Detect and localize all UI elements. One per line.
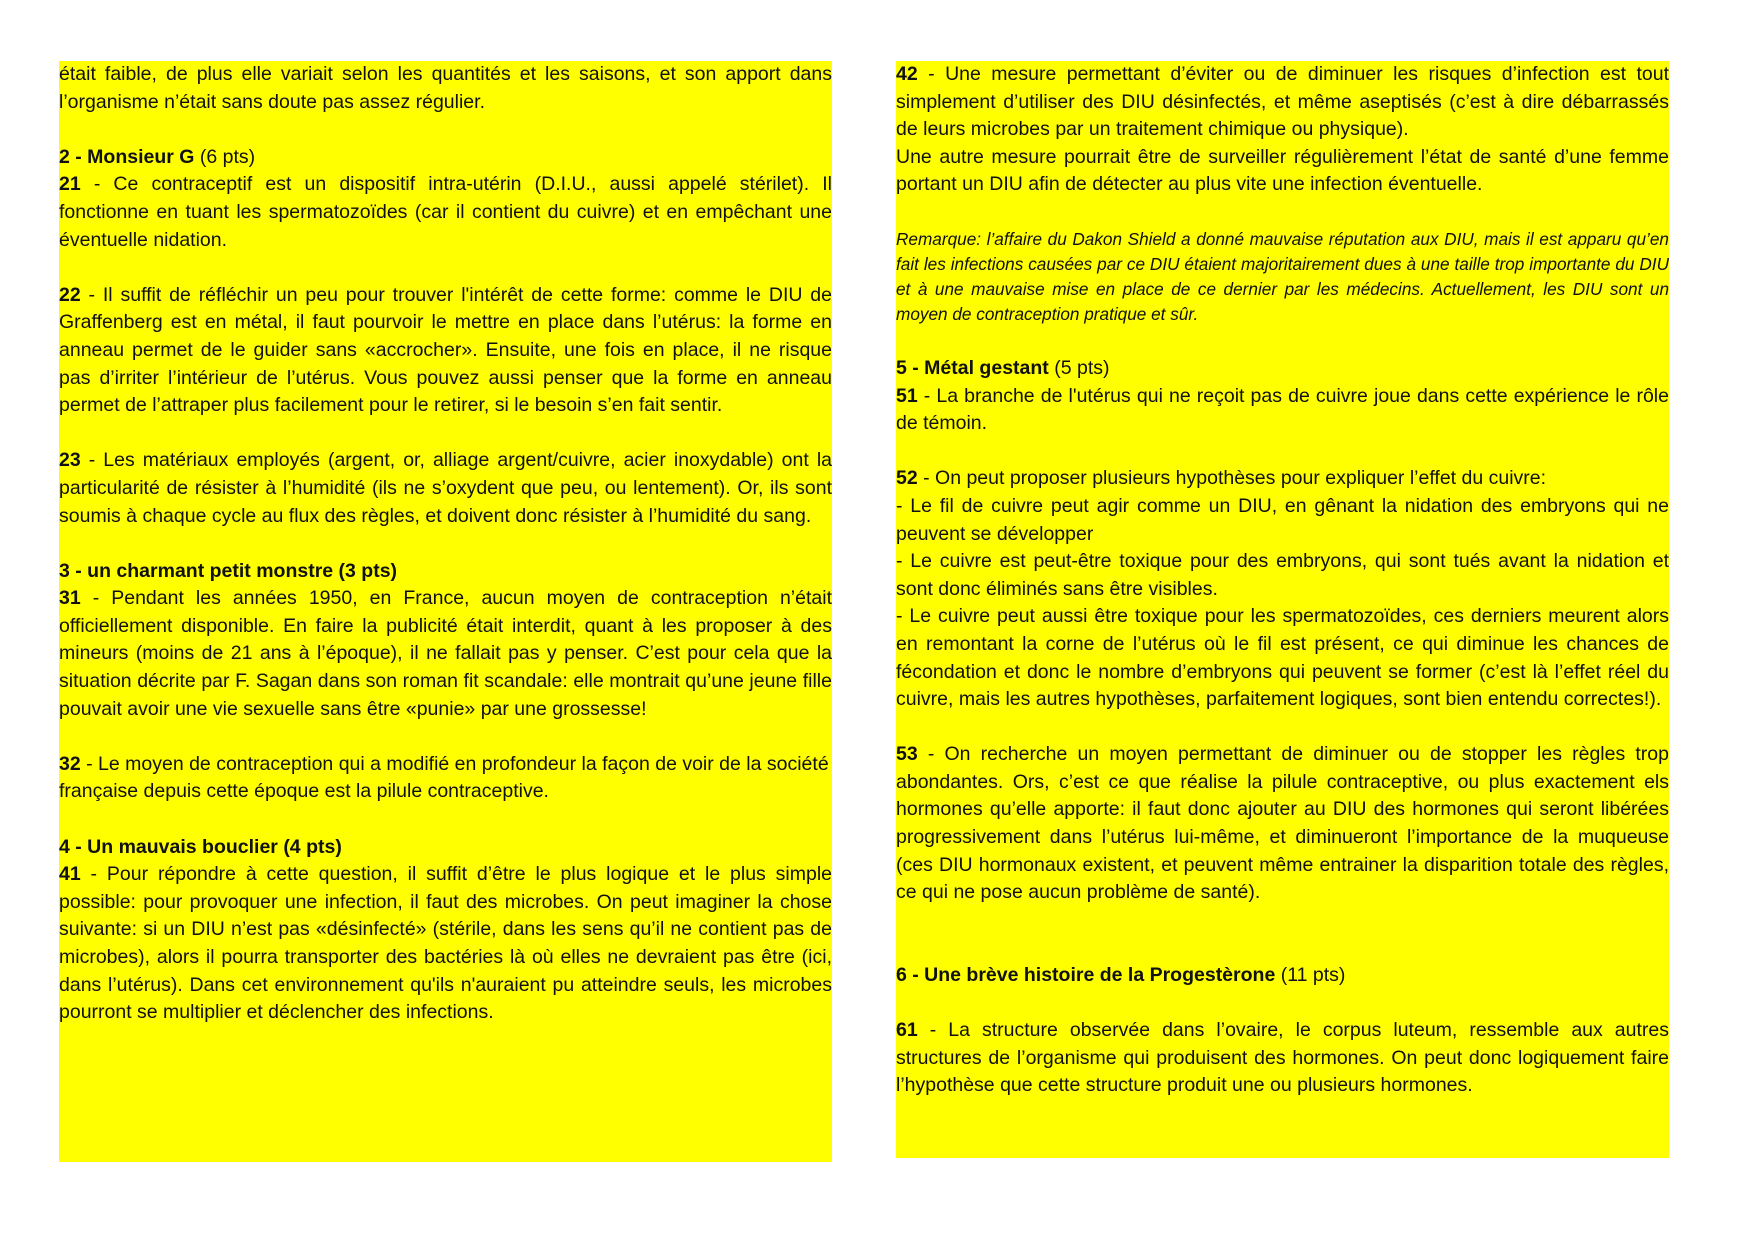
- answer-42-continued: Une autre mesure pourrait être de surveiller régulièrement l’état de santé d’une femme portant un DIU afin de détecter au plus vite une infection éventuelle.: [896, 145, 1669, 196]
- answer-42-text: - Une mesure permettant d’éviter ou de diminuer les risques d’infection est tout simplement d’utiliser des DIU désinfectés, et même aseptisés (c’est à dire débarrassés de leurs microbes par un traitement chimique ou physique).: [896, 63, 1669, 141]
- answer-53-text: - On recherche un moyen permettant de diminuer ou de stopper les règles trop abondantes. Ors, c’est ce que réalise la pilule contraceptive, ou plus exactement els hormones qu’elle apporte: il faut donc ajouter au DIU des hormones qui seront libérées progressivement dans l’utérus lui-même, et diminueront l’importance de la muqueuse (ces DIU hormonaux existent, et peuvent même entrainer la disparition totale des règles, ce qui ne pose aucun problème de santé).: [896, 743, 1669, 904]
- section-5-title: 5 - Métal gestant: [896, 356, 1049, 379]
- answer-23-text: - Les matériaux employés (argent, or, alliage argent/cuivre, acier inoxydable) ont la particularité de résister à l’humidité (ils ne s’oxydent que peu, ou lentement). Or, ils sont soumis à chaque cycle au flux des règles, et doivent donc résister à l’humidité du sang.: [59, 449, 832, 527]
- answer-32: [59, 751, 832, 806]
- answer-42: [896, 61, 1669, 144]
- remark-note: Remarque: l’affaire du Dakon Shield a donné mauvaise réputation aux DIU, mais il est apparu qu’en fait les infections causées par ce DIU étaient majoritairement dues à une taille trop importante du DIU et à une mauvaise mise en place de ce dernier par les médecins. Actuellement, les DIU sont un moyen de contraception pratique et sûr.: [896, 228, 1669, 325]
- answer-51-number: 51: [896, 384, 918, 407]
- answer-21-number: 21: [59, 173, 81, 196]
- section-5-heading: [896, 355, 1669, 383]
- answer-41-number: 41: [59, 863, 81, 886]
- section-2-title: 2 - Monsieur G: [59, 145, 195, 168]
- answer-31-text: - Pendant les années 1950, en France, aucun moyen de contraception n’était officiellement disponible. En faire la publicité était interdit, quant à les proposer à des mineurs (moins de 21 ans à l’époque), il ne fallait pas y penser. C’est pour cela que la situation décrite par F. Sagan dans son roman fit scandale: elle montrait qu’une jeune fille pouvait avoir une vie sexuelle sans être «punie» par une grossesse!: [59, 587, 832, 720]
- section-5-points: (5 pts): [1048, 356, 1110, 379]
- answer-61: [896, 1017, 1669, 1100]
- section-6-heading: [896, 962, 1669, 990]
- answer-51-text: - La branche de l'utérus qui ne reçoit pas de cuivre joue dans cette expérience le rôle de témoin.: [896, 384, 1669, 435]
- answer-23-number: 23: [59, 449, 81, 472]
- answer-61-text: - La structure observée dans l’ovaire, le corpus luteum, ressemble aux autres structures de l’organisme qui produisent des hormones. On peut donc logiquement faire l’hypothèse que cette structure produit une ou plusieurs hormones.: [896, 1019, 1669, 1097]
- answer-22: [59, 282, 832, 420]
- answer-32-number: 32: [59, 752, 81, 775]
- answer-22-text: - Il suffit de réfléchir un peu pour trouver l'intérêt de cette forme: comme le DIU de Graffenberg est en métal, il faut pourvoir le mettre en place dans l’utérus: la forme en anneau permet de le guider sans «accrocher». Ensuite, une fois en place, il ne risque pas d’irriter l’intérieur de l’utérus. Vous pouvez aussi penser que la forme en anneau permet de l’attraper plus facilement pour le retirer, si le besoin s’en fait sentir.: [59, 283, 832, 417]
- answer-53: [896, 741, 1669, 907]
- answer-21: [59, 171, 832, 254]
- answer-42-number: 42: [896, 63, 918, 85]
- intro-paragraph: était faible, de plus elle variait selon les quantités et les saisons, et son apport dans l’organisme n’était sans doute pas assez régulier.: [59, 63, 832, 113]
- answer-41-text: - Pour répondre à cette question, il suffit d’être le plus logique et le plus simple possible: pour provoquer une infection, il faut des microbes. On peut imaginer la chose suivante: si un DIU n’est pas «désinfecté» (stérile, dans les sens qu’il ne contient pas de microbes), alors il pourra transporter des bactéries là où elles ne devraient pas être (ici, dans l’utérus). Dans cet environnement qu'ils n'auraient pu atteindre seuls, les microbes pourront se multiplier et déclencher des infections.: [59, 863, 832, 1024]
- answer-52-bullet-3: - Le cuivre peut aussi être toxique pour les spermatozoïdes, ces derniers meurent alors en remontant la corne de l’utérus où le fil est présent, ce qui diminue les chances de fécondation et donc le nombre d’embryons qui peuvent se former (c’est là l’effet réel du cuivre, mais les autres hypothèses, parfaitement logiques, sont bien entendu correctes!).: [896, 605, 1669, 711]
- right-answer-column: [896, 61, 1669, 1158]
- answer-52-bullet-1: - Le fil de cuivre peut agir comme un DIU, en gênant la nidation des embryons qui ne peuvent se développer: [896, 494, 1669, 545]
- answer-31: [59, 585, 832, 723]
- answer-31-number: 31: [59, 587, 81, 610]
- section-2-points: (6 pts): [194, 145, 256, 168]
- answer-23: [59, 447, 832, 530]
- section-6-points: (11 pts): [1275, 963, 1346, 986]
- answer-41: [59, 861, 832, 1027]
- answer-61-number: 61: [896, 1019, 918, 1042]
- answer-52: [896, 465, 1669, 493]
- answer-52-bullet-2: - Le cuivre est peut-être toxique pour des embryons, qui sont tués avant la nidation et sont donc éliminés sans être visibles.: [896, 550, 1669, 600]
- section-2-heading: [59, 144, 832, 172]
- answer-53-number: 53: [896, 743, 918, 766]
- answer-21-text: - Ce contraceptif est un dispositif intra-utérin (D.I.U., aussi appelé stérilet). Il fonctionne en tuant les spermatozoïdes (car il contient du cuivre) et en empêchant une éventuelle nidation.: [59, 173, 832, 251]
- answer-22-number: 22: [59, 283, 81, 306]
- section-4-title: 4 - Un mauvais bouclier (4 pts): [59, 835, 342, 858]
- section-3-title: 3 - un charmant petit monstre (3 pts): [59, 559, 398, 582]
- answer-52-text: - On peut proposer plusieurs hypothèses pour expliquer l’effet du cuivre:: [917, 467, 1547, 490]
- answer-52-number: 52: [896, 467, 918, 490]
- answer-32-text: - Le moyen de contraception qui a modifié en profondeur la façon de voir de la société française depuis cette époque est la pilule contraceptive.: [59, 752, 829, 803]
- left-answer-column: [59, 61, 832, 1162]
- section-6-title: 6 - Une brève histoire de la Progestèrone: [896, 963, 1276, 986]
- answer-51: [896, 383, 1669, 438]
